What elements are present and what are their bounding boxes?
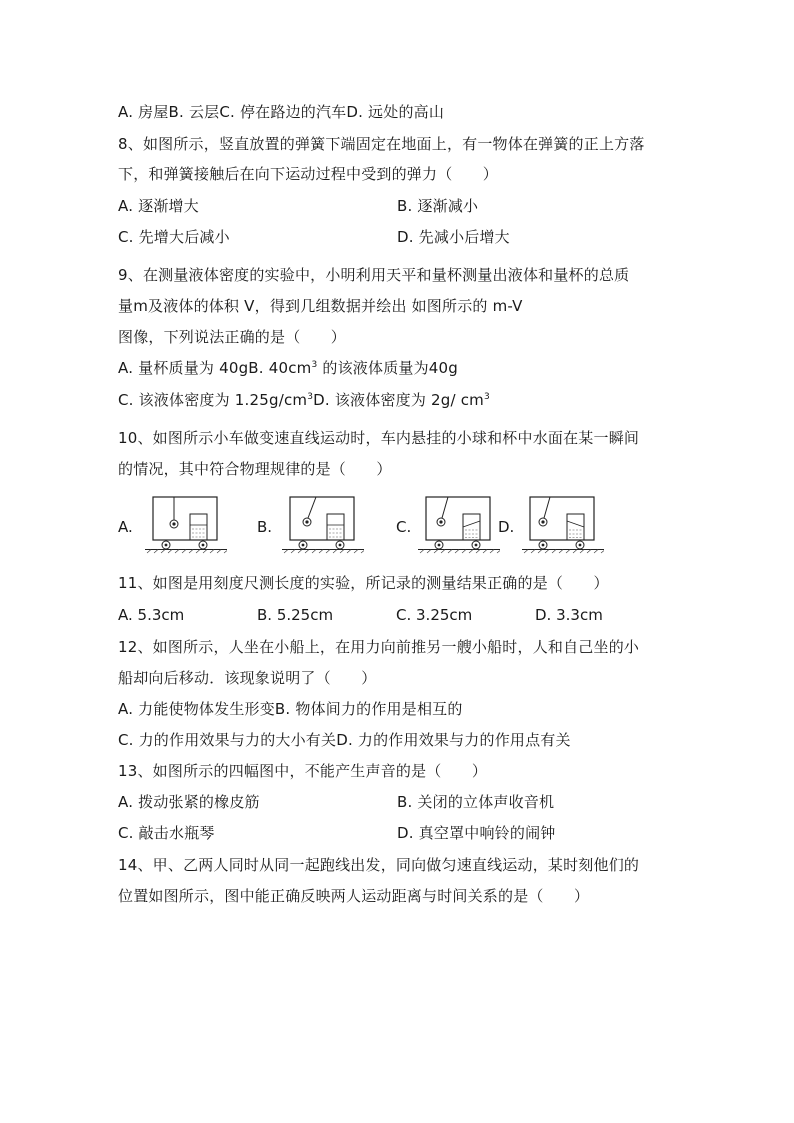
q11-option-a: A. 5.3cm bbox=[118, 606, 185, 624]
q10-label-c: C. bbox=[396, 518, 412, 536]
q8-stem-line2: 下，和弹簧接触后在向下运动过程中受到的弹力（ ） bbox=[118, 165, 499, 183]
q12-options-cd: C. 力的作用效果与力的大小有关D. 力的作用效果与力的作用点有关 bbox=[118, 731, 571, 749]
q14-stem-line1: 14、甲、乙两人同时从同一起跑线出发，同向做匀速直线运动，某时刻他们的 bbox=[118, 856, 640, 874]
q9-ab-text-post: 的该液体质量为40g bbox=[317, 359, 458, 377]
q13-option-c: C. 敲击水瓶琴 bbox=[118, 824, 215, 842]
q9-stem-line3: 图像，下列说法正确的是（ ） bbox=[118, 328, 347, 346]
q8-stem-line1: 8、如图所示，竖直放置的弹簧下端固定在地面上，有一物体在弹簧的正上方落 bbox=[118, 135, 645, 153]
q12-stem-line1: 12、如图所示，人坐在小船上，在用力向前推另一艘小船时，人和自己坐的小 bbox=[118, 638, 640, 656]
q8-option-a: A. 逐渐增大 bbox=[118, 197, 199, 215]
q9-stem-line2: 量m及液体的体积 V，得到几组数据并绘出 如图所示的 m-V bbox=[118, 297, 523, 315]
q9-cd-sup: 3 bbox=[307, 392, 314, 402]
q9-cd-sup2: 3 bbox=[483, 392, 490, 402]
cart-figure-a bbox=[145, 494, 227, 554]
q8-option-c: C. 先增大后减小 bbox=[118, 228, 230, 246]
q11-option-d: D. 3.3cm bbox=[535, 606, 603, 624]
q8-option-b: B. 逐渐减小 bbox=[397, 197, 479, 215]
q13-option-b: B. 关闭的立体声收音机 bbox=[397, 793, 555, 811]
q11-stem-line1: 11、如图是用刻度尺测长度的实验，所记录的测量结果正确的是（ ） bbox=[118, 574, 609, 592]
q9-cd-text: C. 该液体密度为 1.25g/cm bbox=[118, 391, 308, 409]
q9-ab-sup: 3 bbox=[311, 360, 318, 370]
q9-stem-line1: 9、在测量液体密度的实验中，小明利用天平和量杯测量出液体和量杯的总质 bbox=[118, 266, 630, 284]
q10-stem-line2: 的情况，其中符合物理规律的是（ ） bbox=[118, 460, 392, 478]
q13-option-a: A. 拨动张紧的橡皮筋 bbox=[118, 793, 260, 811]
q9-ab-text: A. 量杯质量为 40gB. 40cm bbox=[118, 359, 312, 377]
q11-option-b: B. 5.25cm bbox=[257, 606, 334, 624]
q10-stem-line1: 10、如图所示小车做变速直线运动时，车内悬挂的小球和杯中水面在某一瞬间 bbox=[118, 429, 640, 447]
q10-label-d: D. bbox=[498, 518, 515, 536]
q7-options: A. 房屋B. 云层C. 停在路边的汽车D. 远处的高山 bbox=[118, 103, 445, 121]
q14-stem-line2: 位置如图所示，图中能正确反映两人运动距离与时间关系的是（ ） bbox=[118, 887, 590, 905]
cart-figure-b bbox=[282, 494, 364, 554]
q9-options-ab bbox=[118, 358, 458, 378]
q10-label-a: A. bbox=[118, 518, 133, 536]
q9-options-cd bbox=[118, 390, 490, 410]
cart-figure-c bbox=[418, 494, 500, 554]
q13-stem-line1: 13、如图所示的四幅图中，不能产生声音的是（ ） bbox=[118, 762, 488, 780]
q11-option-c: C. 3.25cm bbox=[396, 606, 473, 624]
q10-label-b: B. bbox=[257, 518, 273, 536]
q8-option-d: D. 先减小后增大 bbox=[397, 228, 510, 246]
q13-option-d: D. 真空罩中响铃的闹钟 bbox=[397, 824, 556, 842]
q12-stem-line2: 船却向后移动．该现象说明了（ ） bbox=[118, 669, 377, 687]
cart-figure-d bbox=[522, 494, 604, 554]
q9-cd-text-mid: D. 该液体密度为 2g/ cm bbox=[313, 391, 484, 409]
q12-options-ab: A. 力能使物体发生形变B. 物体间力的作用是相互的 bbox=[118, 700, 463, 718]
